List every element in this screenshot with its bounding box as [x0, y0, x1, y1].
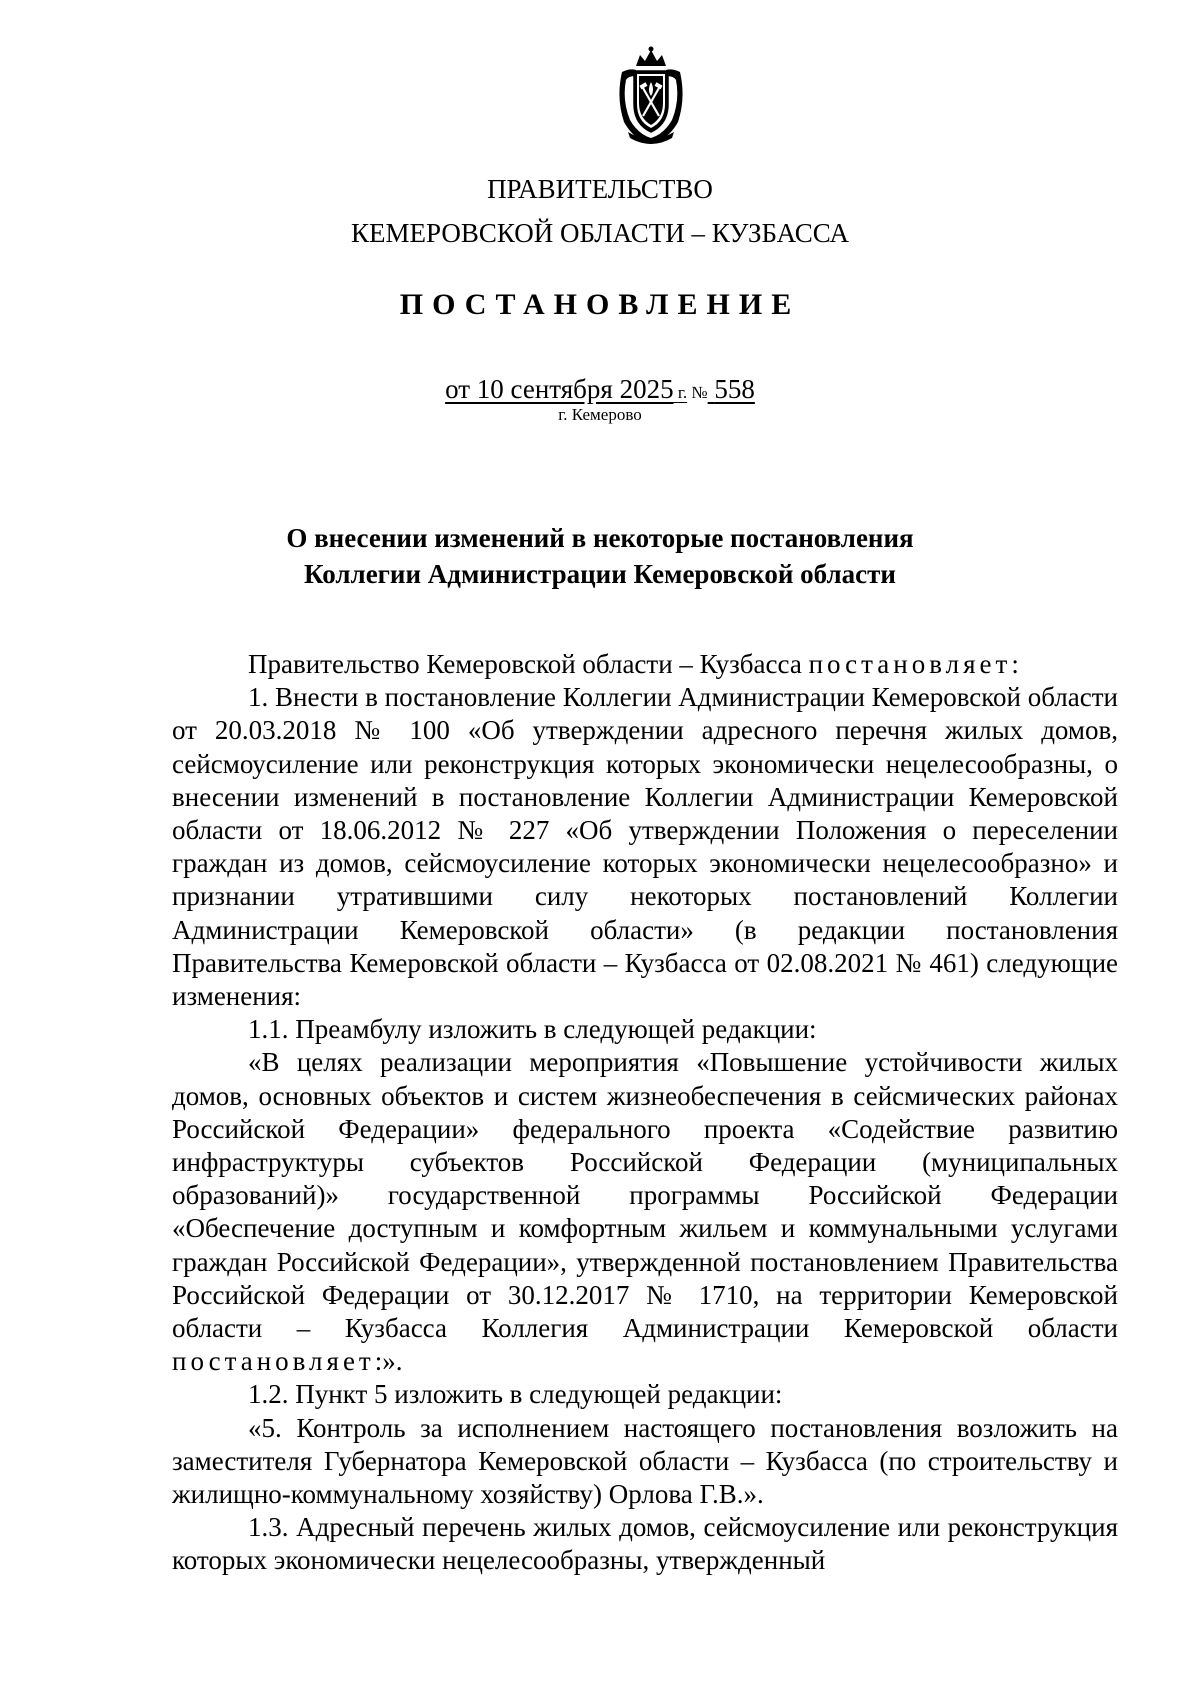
document-date: от 10 сентября 2025	[445, 374, 674, 404]
preamble-end: :	[1011, 649, 1019, 679]
resolves-word-quoted: постановляет	[172, 1346, 375, 1377]
paragraph-preamble	[172, 648, 1118, 681]
document-title	[0, 520, 1200, 592]
paragraph-quote-point-5: «5. Контроль за исполнением настоящего постановления возложить на заместителя Губернатора Кемеровской области – Кузбасса (по строительству и жилищно-коммунальному хозяйству) Орлова Г.В.».	[172, 1412, 1118, 1510]
quote-preamble-text: «В целях реализации мероприятия «Повышение устойчивости жилых домов, основных объектов и систем жизнеобеспечения в сейсмических районах Российской Федерации» федерального проекта «Содействие развитию инфраструктуры субъектов Российской Федерации (муниципальных образований)» государственной программы Российской Федерации «Обеспечение доступным и комфортным жильем и коммунальными услугами граждан Российской Федерации», утвержденной постановлением Правительства Российской Федерации от 30.12.2017 № 1710, на территории Кемеровской области – Кузбасса Коллегия Администрации Кемеровской области	[172, 1047, 1118, 1344]
paragraph-1-3: 1.3. Адресный перечень жилых домов, сейсмоусиление или реконструкция которых экономически нецелесообразны, утвержденный	[172, 1512, 1118, 1576]
org-name-line1: ПРАВИТЕЛЬСТВО	[487, 174, 713, 204]
document-number: 558	[714, 374, 755, 404]
year-suffix: г.	[677, 383, 688, 402]
number-sign: №	[691, 383, 708, 402]
title-line2: Коллегии Администрации Кемеровской области	[304, 559, 896, 589]
paragraph-quote-preamble	[172, 1046, 1118, 1378]
preamble-text: Правительство Кемеровской области – Кузбасса	[248, 649, 809, 679]
document-type: ПОСТАНОВЛЕНИЕ	[399, 288, 801, 321]
title-line1: О внесении изменений в некоторые постановления	[286, 523, 914, 553]
resolves-word: постановляет	[808, 649, 1012, 679]
paragraph-1: 1. Внести в постановление Коллегии Администрации Кемеровской области от 20.03.2018 № 100 «Об утверждении адресного перечня жилых домов, сейсмоусиление или реконструкция которых экономически нецелесообразны, о внесении изменений в постановление Коллегии Администрации Кемеровской области от 18.06.2012 № 227 «Об утверждении Положения о переселении граждан из домов, сейсмоусиление которых экономически нецелесообразно» и признании утратившими силу некоторых постановлений Коллегии Администрации Кемеровской области» (в редакции постановления Правительства Кемеровской области – Кузбасса от 02.08.2021 № 461) следующие изменения:	[172, 682, 1118, 1012]
org-name-line2: КЕМЕРОВСКОЙ ОБЛАСТИ – КУЗБАССА	[351, 218, 849, 248]
document-body	[172, 648, 1118, 1578]
city: г. Кемерово	[558, 405, 642, 424]
coat-of-arms-icon	[614, 46, 688, 146]
paragraph-1-1: 1.1. Преамбулу изложить в следующей редакции:	[248, 1014, 817, 1045]
document-number-field	[708, 374, 755, 404]
paragraph-1-2: 1.2. Пункт 5 изложить в следующей редакции:	[248, 1379, 783, 1410]
quote-preamble-end: :».	[374, 1346, 403, 1377]
